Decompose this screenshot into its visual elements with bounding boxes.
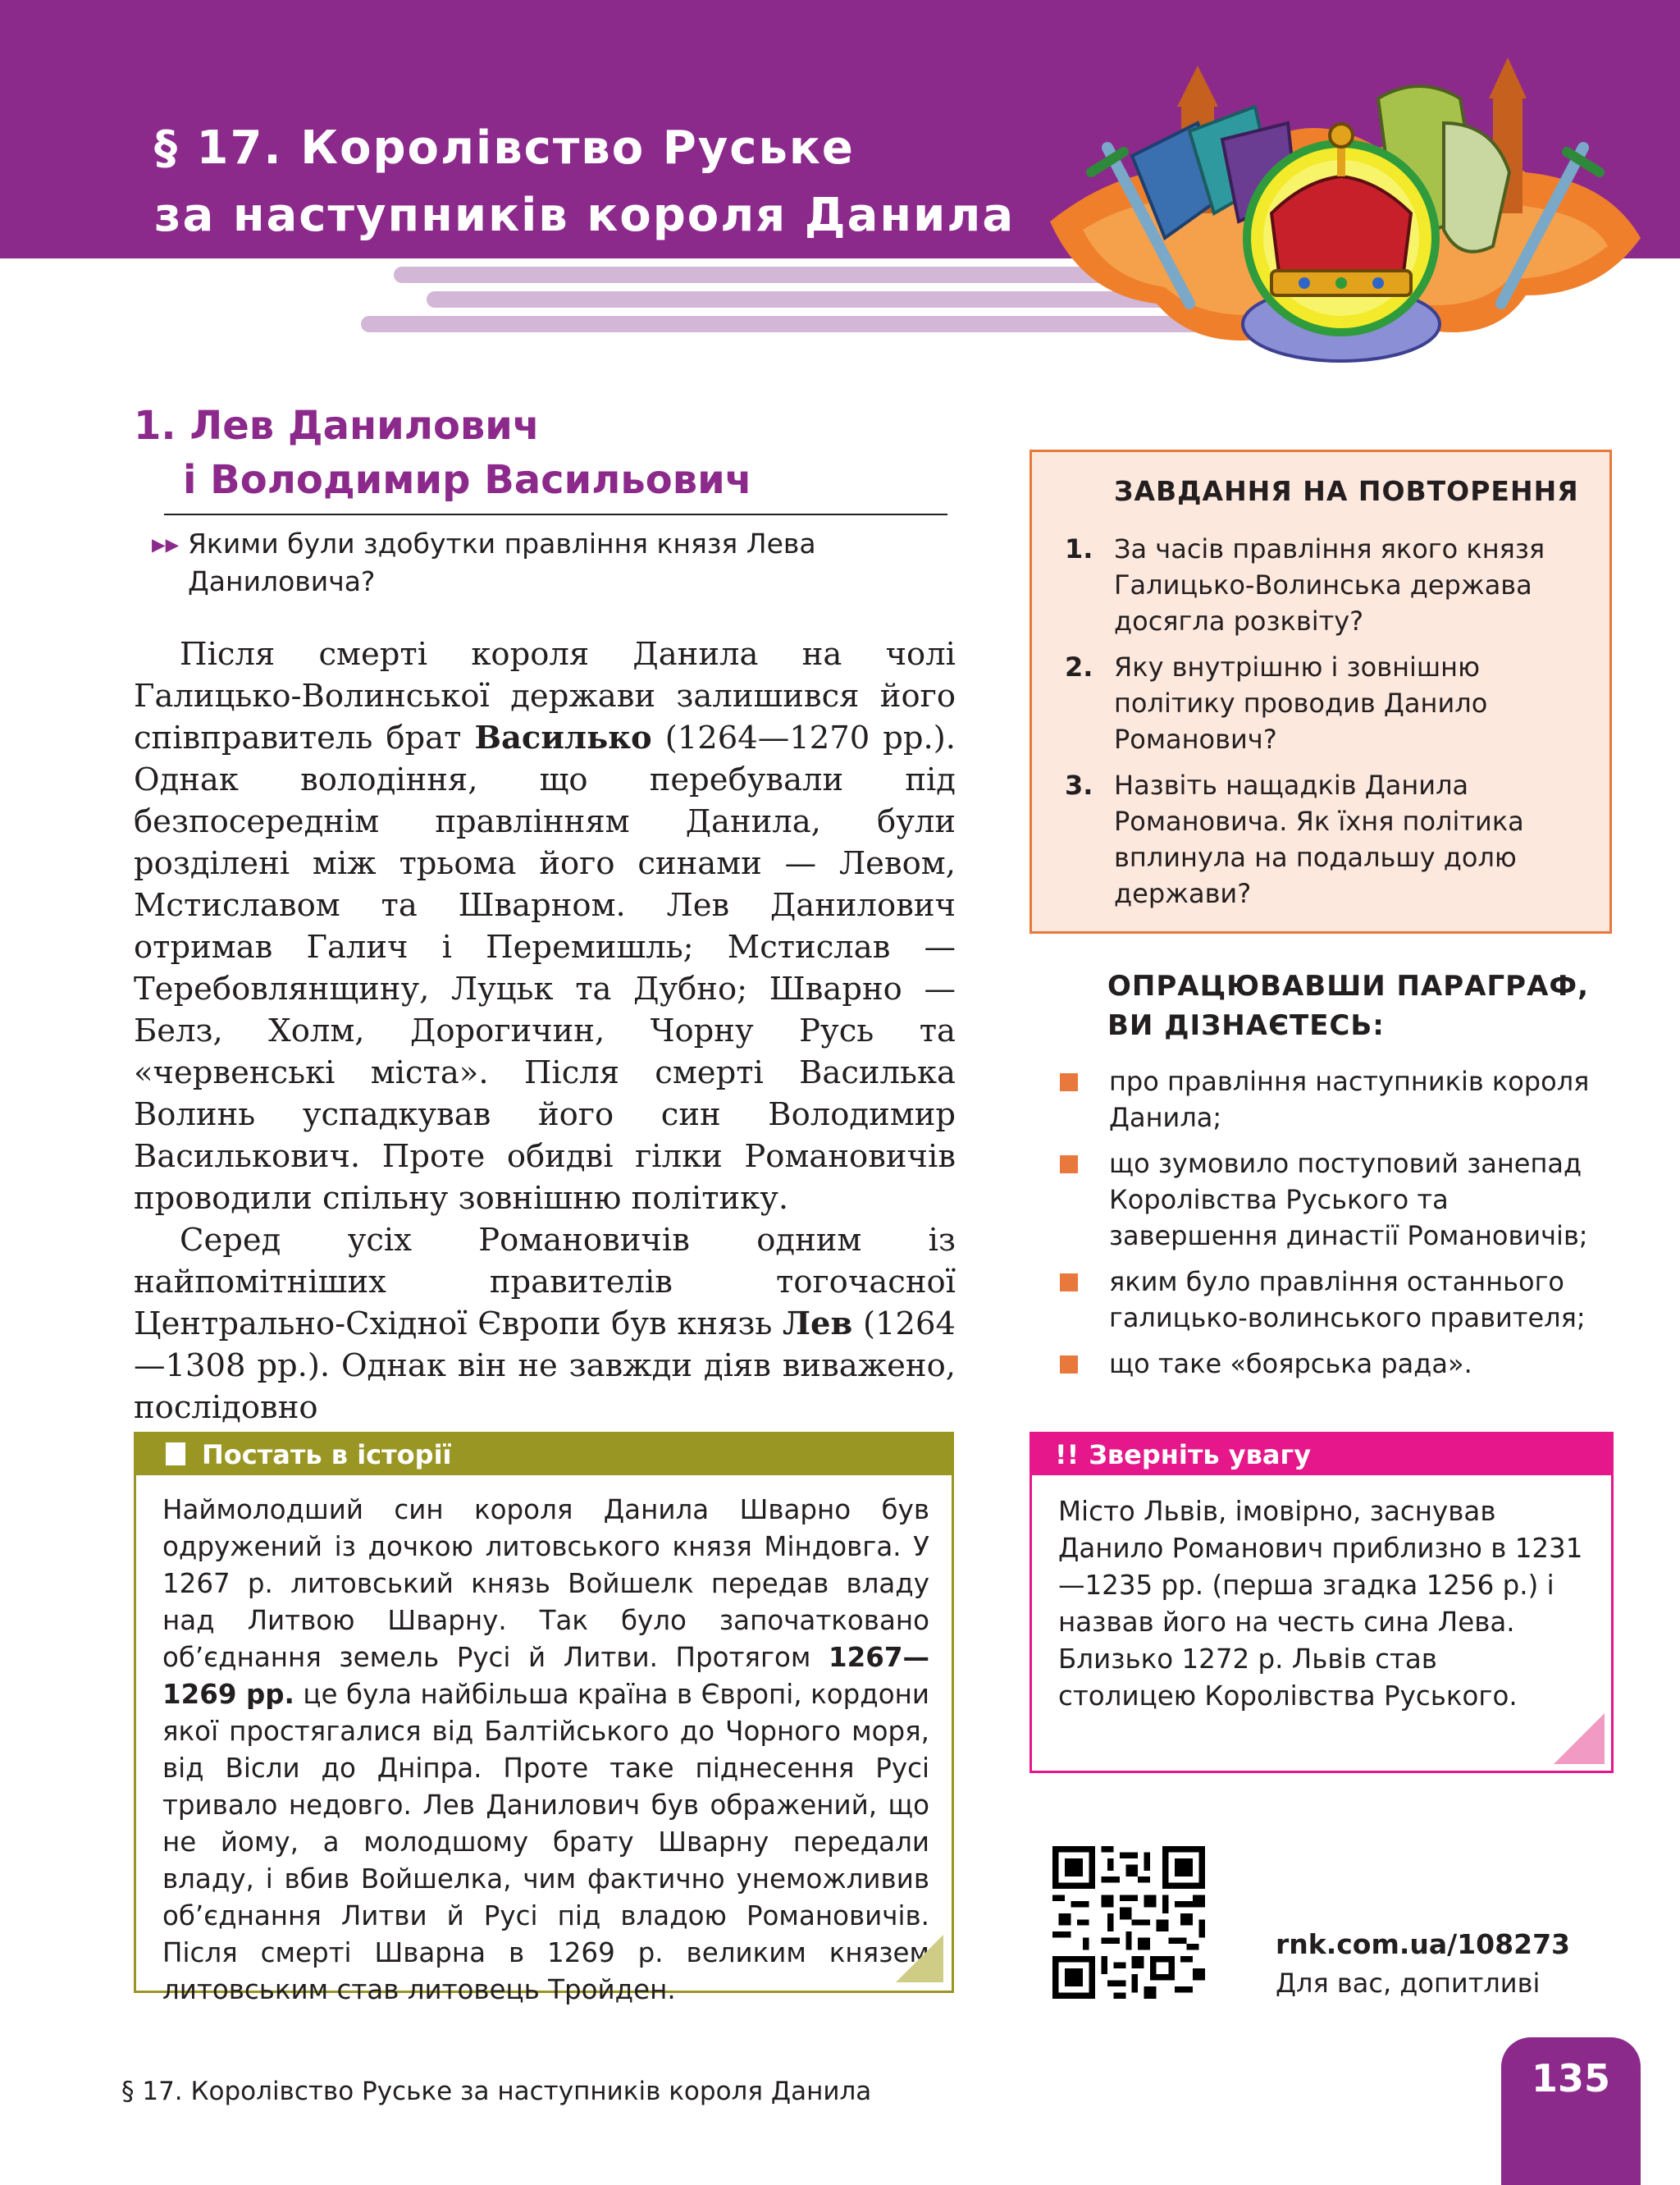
learn-item-text: яким було правління останнього галицько-волинського правителя; [1109,1266,1586,1333]
main-text [134,633,956,1428]
crown-illustration [1034,33,1657,386]
running-footer: § 17. Королівство Руське за наступників короля Данила [121,2077,872,2106]
learn-title-line1: ОПРАЦЮВАВШИ ПАРАГРАФ, [1107,970,1590,1003]
learn-item [1058,1346,1600,1382]
exclamation-icon: !! [1055,1439,1080,1470]
qr-code[interactable] [1052,1846,1205,1999]
review-box-title: ЗАВДАННЯ НА ПОВТОРЕННЯ [1114,475,1579,507]
attention-box-header [1032,1434,1611,1475]
heading-rule [164,514,947,515]
text-run: Після смерті короля Данила на чолі Галицько-Волинської держави залишився його співправитель брат [134,636,956,757]
review-item [1065,649,1590,757]
bullet-square-icon [1060,1273,1078,1291]
qr-link[interactable]: rnk.com.ua/108273 [1276,1928,1570,1960]
review-item-text: Яку внутрішню і зовнішню політику проводив Данило Романович? [1114,651,1488,755]
learn-title [1107,967,1589,1045]
learn-item [1058,1063,1600,1136]
review-item-text: Назвіть нащадків Данила Романовича. Як їхня політика вплинула на подальшу долю держави? [1114,770,1524,909]
text-run: (1264—1308 рр.). Однак він не завжди діяв виважено, послідовно [134,1305,956,1426]
bold-term: Василько [474,720,652,757]
review-item-number: 1. [1065,533,1093,565]
attention-box-text: Місто Львів, імовірно, заснував Данило Романович приблизно в 1231—1235 рр. (перша згадка 1256 р.) і назвав його на честь сина Лева. Близько 1272 р. Львів став столицею Королівства Руського. [1058,1496,1583,1712]
persona-box-header [136,1434,952,1475]
paragraph [134,633,956,1219]
persona-box-title: Постать в історії [202,1439,452,1470]
attention-box-title: Зверніть увагу [1089,1439,1312,1470]
review-item-text: За часів правління якого князя Галицько-Волинська держава досягла розквіту? [1114,533,1545,637]
book-icon [166,1442,185,1465]
section-heading [134,399,752,507]
text-run: (1264—1270 рр.). Однак володіння, що перебували під безпосереднім правлінням Данила, були розділені між трьома його синами — Левом, Мстиславом та Шварном. Лев Данилович отримав Галич і Перемишль; Мстислав — Теребовлянщину, Луцьк та Дубно; Шварно — Белз, Холм, Дорогичин, Чорну Русь та «червенські міста». Після смерті Василька Волинь успадкував його син Володимир Василькович. Проте обидві гілки Романовичів проводили спільну зовнішню політику. [134,720,956,1217]
review-box [1029,450,1612,934]
review-item [1065,531,1590,639]
question-text: Якими були здобутки правління князя Лева Даниловича? [188,528,816,597]
section-heading-line1: 1. Лев Данилович [134,403,540,449]
text-run: Серед усіх Романовичів одним із найпомітніших правителів тогочасної Центрально-Східної Європи був князь [134,1222,956,1342]
bullet-square-icon [1060,1073,1078,1091]
page-title-line2: за наступників короля Данила [154,189,1016,242]
text-run: Наймолодший син короля Данила Шварно був одружений із дочкою литовського князя Міндовга. У 1267 р. литовський князь Войшелк передав владу над Литвою Шварну. Так було започатковано об’єднання земель Русі й Литви. Протягом [162,1494,929,1673]
review-item-number: 2. [1065,651,1093,683]
text-run: це була найбільша країна в Європі, кордони якої простягалися від Балтійського до Чорного моря, від Вісли до Дніпра. Проте таке піднесення Русі тривало недовго. Лев Данилович був ображений, що не йому, а молодшому брату Шварну передали владу, і вбив Войшелка, чим фактично унеможливив об’єднання Литви й Русі під владою Романовичів. Після смерті Шварна в 1269 р. великим князем литовським став литовець Тройден. [162,1679,929,2005]
qr-caption: Для вас, допитливі [1276,1968,1541,1999]
bold-term: 1267—1269 рр. [162,1642,929,1710]
bullet-square-icon [1060,1355,1078,1374]
learn-item [1058,1145,1600,1254]
bullet-square-icon [1060,1155,1078,1173]
attention-box [1029,1432,1614,1773]
corner-decoration [1554,1713,1605,1764]
guiding-question [152,525,939,601]
learn-item-text: що зумовило поступовий занепад Королівства Руського та завершення династії Романовичів; [1109,1148,1588,1251]
persona-box-text [162,1492,929,2009]
learn-item [1058,1264,1600,1336]
double-arrow-icon: ▸▸ [152,528,180,560]
bold-term: Лев [783,1305,853,1342]
corner-decoration [896,1935,943,1982]
persona-box [134,1432,954,2005]
review-item [1065,767,1590,912]
page-title [154,115,1015,249]
review-item-number: 3. [1065,770,1093,801]
learn-title-line2: ВИ ДІЗНАЄТЕСЬ: [1107,1009,1385,1042]
learn-item-text: що таке «боярська рада». [1109,1348,1472,1379]
learn-item-text: про правління наступників короля Данила; [1109,1066,1590,1133]
paragraph [134,1219,956,1428]
page-title-line1: § 17. Королівство Руське [154,121,855,175]
page-number: 135 [1501,2037,1641,2185]
section-heading-line2: і Володимир Васильович [183,457,752,503]
